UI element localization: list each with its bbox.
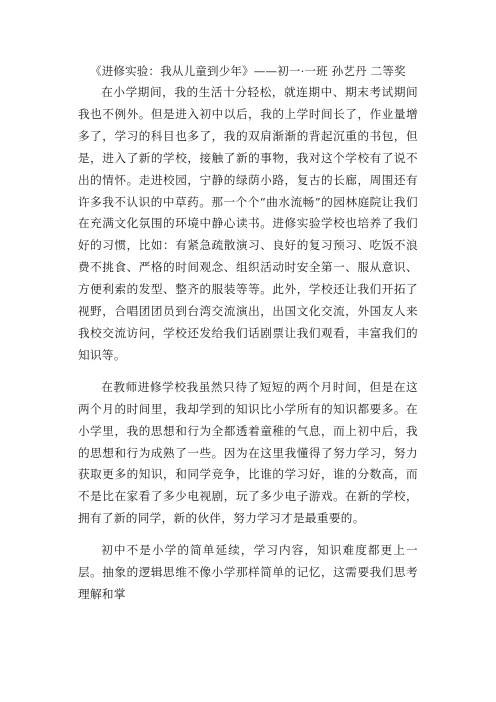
document-title: 《进修实验：我从儿童到少年》——初一·一班 孙艺丹 二等奖 bbox=[90, 64, 406, 78]
paragraph-1: 在小学期间，我的生活十分轻松，就连期中、期末考试期间我也不例外。但是进入初中以后，我的上学时间长了，作业量增多了，学习的科目也多了，我的双肩渐渐的背起沉重的书包，但是，进入了新的学校，接触了新的事物，我对这个学校有了说不出的情怀。走进校园，宁静的绿荫小路，复古的长廊，周围还有许多我不认识的中草药。那一个个“曲水流畅”的园林庭院让我们在充满文化氛围的环境中静心读书。进修实验学校也培养了我们好的习惯，比如：有紧急疏散演习、良好的复习预习、吃饭不浪费不挑食、严格的时间观念、组织活动时安全第一、服从意识、方便利索的发型、整齐的服装等等。此外，学校还让我们开拓了视野，合唱团团员到台湾交流演出，出国文化交流，外国友人来我校交流访问，学校还发给我们话剧票让我们观看，丰富我们的知识等。 bbox=[78, 85, 418, 362]
paragraph-3: 初中不是小学的简单延续，学习内容，知识难度都更上一层。抽象的逻辑思维不像小学那样简单的记忆，这需要我们思考理解和掌 bbox=[78, 543, 418, 601]
paragraph-2: 在教师进修学校我虽然只待了短短的两个月时间，但是在这两个月的时间里，我却学到的知识比小学所有的知识都要多。在小学里，我的思想和行为全都透着童稚的气息，而上初中后，我的思想和行为成熟了一些。因为在这里我懂得了努力学习，努力获取更多的知识，和同学竞争，比谁的学习好，谁的分数高，而不是比在家看了多少电视剧，玩了多少电子游戏。在新的学校，拥有了新的同学，新的伙伴，努力学习才是最重要的。 bbox=[78, 379, 418, 526]
document-page bbox=[78, 62, 418, 606]
